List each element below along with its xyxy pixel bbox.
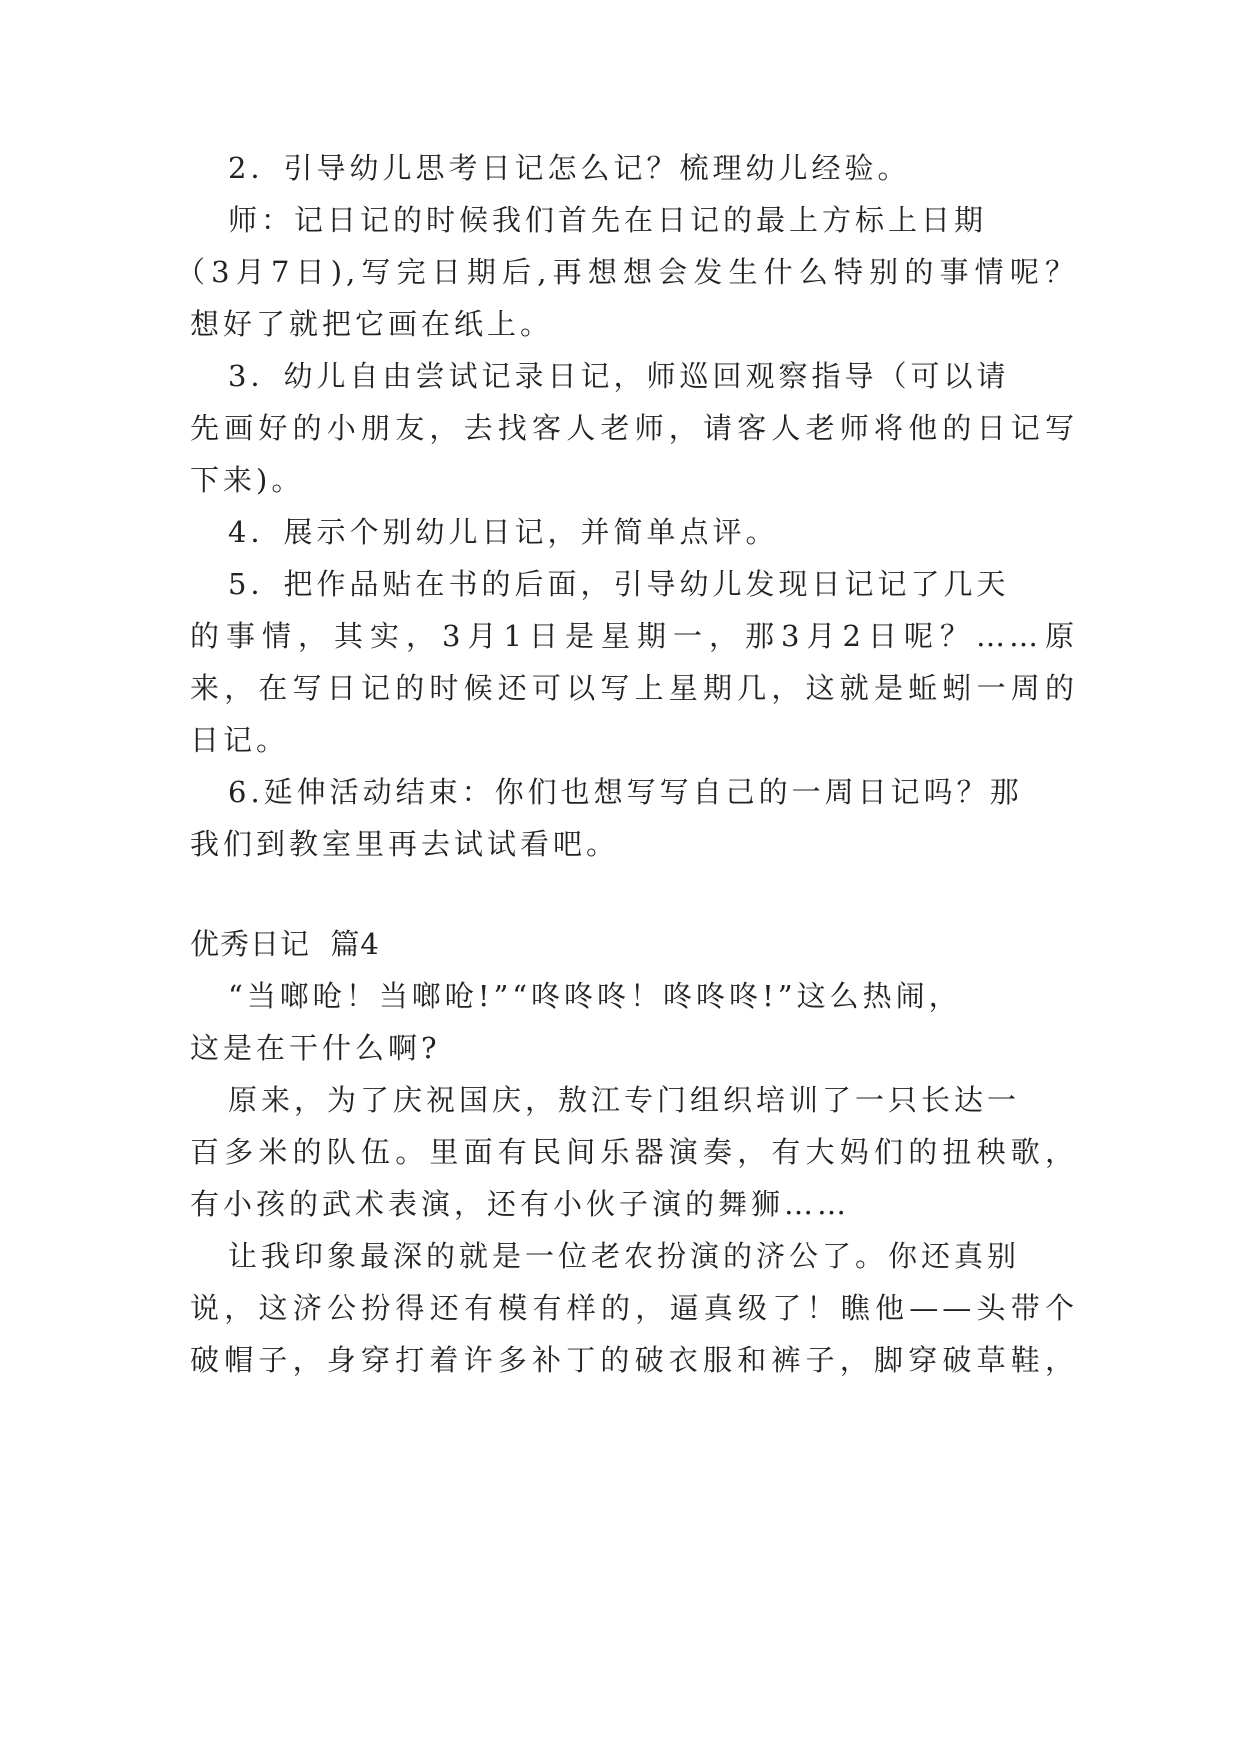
text-line: 日记。 <box>190 723 290 757</box>
text-line: 6.延伸活动结束：你们也想写写自己的一周日记吗？那 <box>228 775 1023 809</box>
text-line: 下来)。 <box>190 463 305 497</box>
text-line: 让我印象最深的就是一位老农扮演的济公了。你还真别 <box>228 1239 1021 1273</box>
text-line: 百多米的队伍。里面有民间乐器演奏，有大妈们的扭秧歌， <box>190 1135 1078 1169</box>
text-line: 说，这济公扮得还有模有样的，逼真级了！瞧他——头带个 <box>190 1291 1078 1325</box>
text-line: （3月7日),写完日期后,再想想会发生什么特别的事情呢？ <box>176 255 1078 289</box>
text-line: 4．展示个别幼儿日记，并简单点评。 <box>228 515 779 549</box>
text-line: 先画好的小朋友，去找客人老师，请客人老师将他的日记写 <box>190 411 1078 445</box>
text-line: 2．引导幼儿思考日记怎么记？梳理幼儿经验。 <box>228 151 911 185</box>
text-line: 这是在干什么啊? <box>190 1031 441 1065</box>
text-line: 原来，为了庆祝国庆，敖江专门组织培训了一只长达一 <box>228 1083 1021 1117</box>
text-line: 师：记日记的时候我们首先在日记的最上方标上日期 <box>228 203 988 237</box>
text-line: 我们到教室里再去试试看吧。 <box>190 827 620 861</box>
text-line: 破帽子，身穿打着许多补丁的破衣服和裤子，脚穿破草鞋， <box>190 1343 1078 1377</box>
text-line: 的事情，其实，3月1日是星期一，那3月2日呢？……原 <box>190 619 1078 653</box>
text-line: “当啷呛！当啷呛!”“咚咚咚！咚咚咚!”这么热闹， <box>228 979 962 1013</box>
section-heading: 优秀日记 篇4 <box>190 927 380 961</box>
text-line: 有小孩的武术表演，还有小伙子演的舞狮…… <box>190 1187 851 1221</box>
text-line: 5．把作品贴在书的后面，引导幼儿发现日记记了几天 <box>228 567 1010 601</box>
text-line: 3．幼儿自由尝试记录日记，师巡回观察指导（可以请 <box>228 359 1010 393</box>
text-line: 想好了就把它画在纸上。 <box>190 307 554 341</box>
text-line: 来，在写日记的时候还可以写上星期几，这就是蚯蚓一周的 <box>190 671 1078 705</box>
